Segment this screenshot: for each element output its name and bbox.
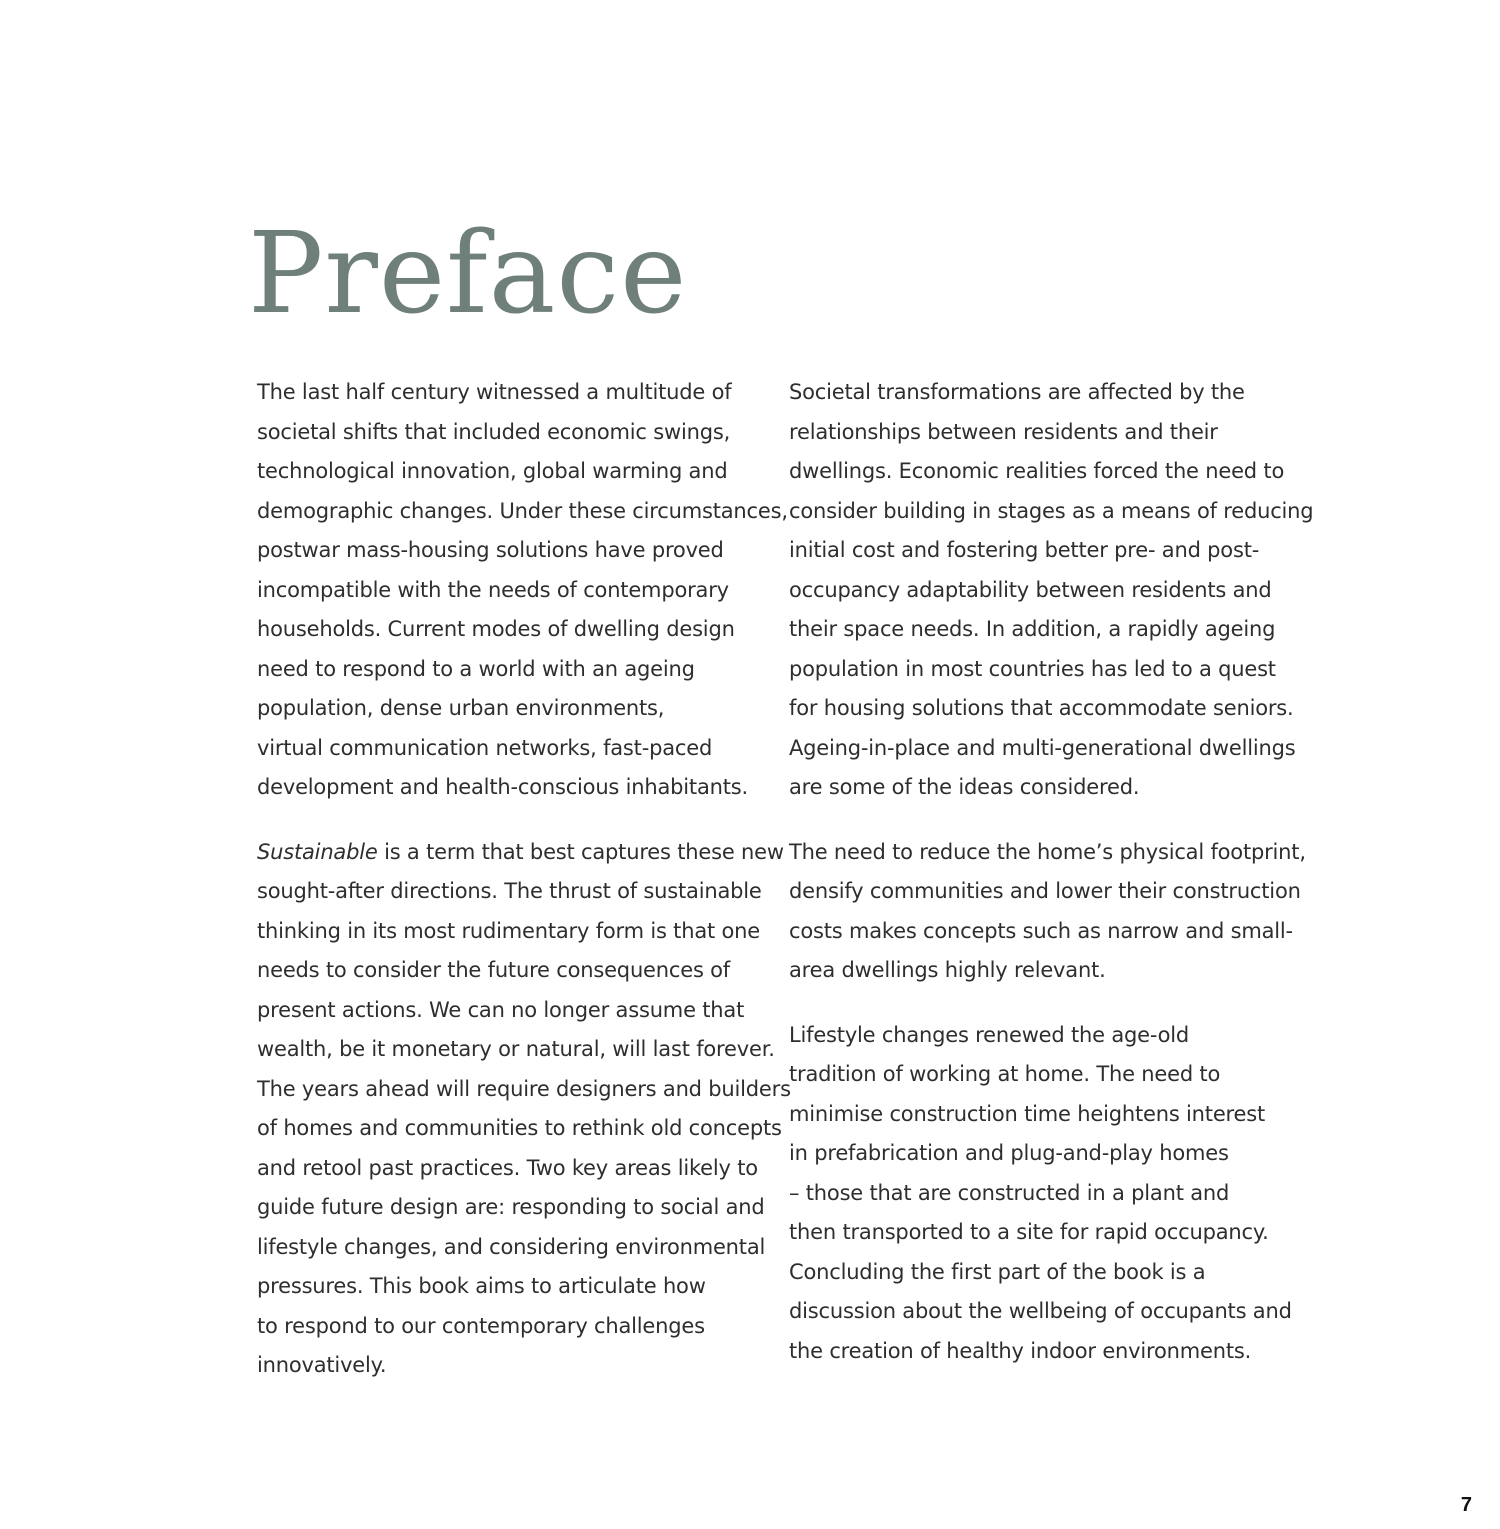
text-line: densify communities and lower their construction xyxy=(789,879,1301,903)
text-line: dwellings. Economic realities forced the need to xyxy=(789,459,1285,483)
text-line: discussion about the wellbeing of occupants and xyxy=(789,1299,1292,1323)
text-line: postwar mass-housing solutions have proved xyxy=(257,538,724,562)
paragraph-intro xyxy=(257,373,788,808)
text-line: their space needs. In addition, a rapidly ageing xyxy=(789,617,1276,641)
text-line: innovatively. xyxy=(257,1353,387,1377)
text-line: development and health-conscious inhabitants. xyxy=(257,775,748,799)
text-line: households. Current modes of dwelling design xyxy=(257,617,735,641)
paragraph-lifestyle xyxy=(789,1016,1292,1372)
paragraph-sustainable xyxy=(257,833,791,1386)
text-line: for housing solutions that accommodate seniors. xyxy=(789,696,1294,720)
text-line: guide future design are: responding to social and xyxy=(257,1195,765,1219)
text-line: Ageing-in-place and multi-generational dwellings xyxy=(789,735,1296,760)
right-column xyxy=(789,373,1314,1396)
text-line: technological innovation, global warming and xyxy=(257,459,728,483)
text-line: pressures. This book aims to articulate how xyxy=(257,1274,706,1298)
text-line: population, dense urban environments, xyxy=(257,696,665,720)
text-line: virtual communication networks, fast-paced xyxy=(257,735,713,760)
text-line: the creation of healthy indoor environments. xyxy=(789,1338,1252,1363)
text-line: Societal transformations are affected by the xyxy=(789,380,1245,404)
page-number: 7 xyxy=(1460,1494,1472,1516)
text-line: needs to consider the future consequences of xyxy=(257,958,731,982)
text-line: and retool past practices. Two key areas likely to xyxy=(257,1155,758,1180)
text-line: societal shifts that included economic swings, xyxy=(257,419,731,444)
text-line: The last half century witnessed a multitude of xyxy=(257,380,732,404)
text-line: The need to reduce the home’s physical footprint, xyxy=(789,839,1306,864)
text-line: thinking in its most rudimentary form is that one xyxy=(257,918,760,943)
text-line: incompatible with the needs of contemporary xyxy=(257,577,729,602)
text-line: demographic changes. Under these circumstances, xyxy=(257,498,788,523)
paragraph-footprint xyxy=(789,833,1306,991)
text-line: area dwellings highly relevant. xyxy=(789,958,1106,982)
text-line: lifestyle changes, and considering environmental xyxy=(257,1234,766,1259)
text-line xyxy=(257,833,784,873)
text-line: tradition of working at home. The need to xyxy=(789,1062,1221,1086)
text-line: to respond to our contemporary challenges xyxy=(257,1313,705,1338)
text-line: in prefabrication and plug-and-play homes xyxy=(789,1141,1229,1165)
text-line: need to respond to a world with an ageing xyxy=(257,656,695,681)
text-line: are some of the ideas considered. xyxy=(789,775,1140,799)
text-line: wealth, be it monetary or natural, will last forever. xyxy=(257,1037,775,1061)
text-line: of homes and communities to rethink old concepts xyxy=(257,1116,782,1140)
paragraph-societal xyxy=(789,373,1314,808)
text-fragment: is a term that best captures these new xyxy=(377,839,784,864)
text-line: Lifestyle changes renewed the age-old xyxy=(789,1022,1190,1047)
page-title: Preface xyxy=(248,209,688,339)
text-line: consider building in stages as a means of reducing xyxy=(789,498,1314,523)
emphasized-term: Sustainable xyxy=(257,839,378,864)
text-line: The years ahead will require designers and builders xyxy=(257,1076,791,1101)
text-line: – those that are constructed in a plant and xyxy=(789,1180,1230,1205)
text-line: then transported to a site for rapid occupancy. xyxy=(789,1220,1269,1244)
text-line: present actions. We can no longer assume that xyxy=(257,997,745,1022)
text-line: costs makes concepts such as narrow and small- xyxy=(789,918,1293,943)
text-line: minimise construction time heightens interest xyxy=(789,1101,1265,1126)
text-line: Concluding the first part of the book is a xyxy=(789,1259,1206,1284)
text-line: population in most countries has led to a quest xyxy=(789,656,1276,681)
text-line: initial cost and fostering better pre- and post- xyxy=(789,538,1260,562)
left-column xyxy=(257,373,791,1411)
text-line: relationships between residents and their xyxy=(789,419,1218,444)
text-line: occupancy adaptability between residents and xyxy=(789,577,1272,602)
text-line: sought-after directions. The thrust of sustainable xyxy=(257,879,762,903)
